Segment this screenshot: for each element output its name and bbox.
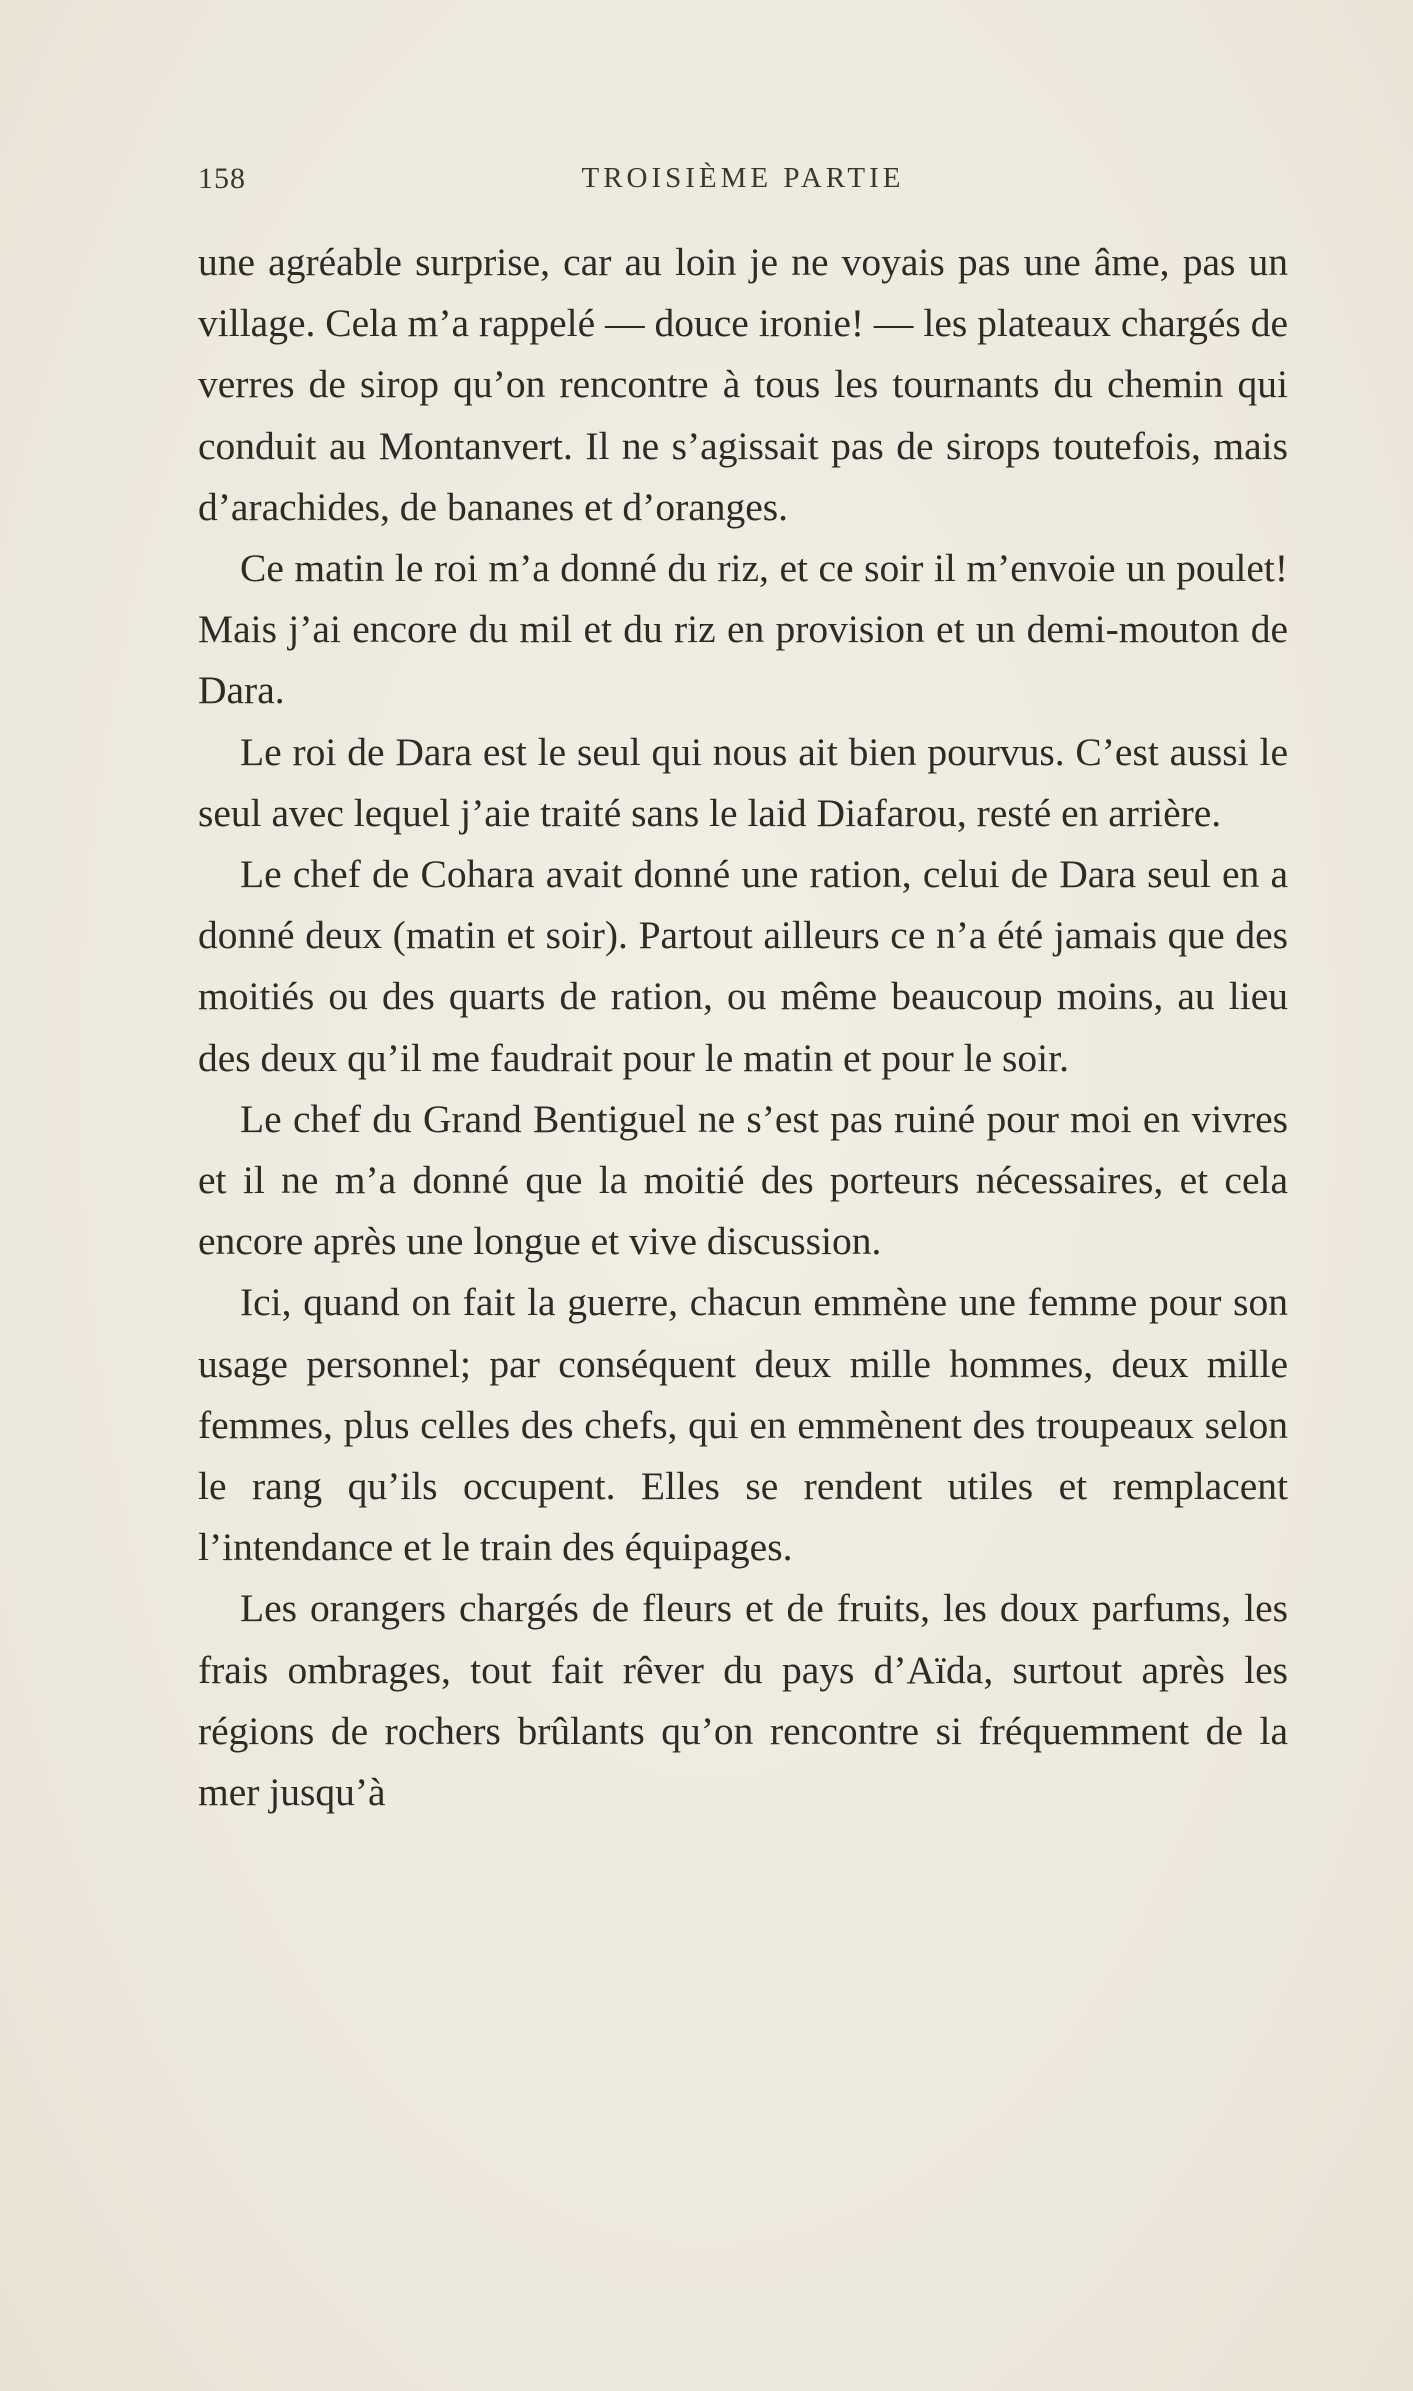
page-number: 158 (198, 162, 246, 195)
running-head (198, 162, 1288, 206)
paragraph-3: Le roi de Dara est le seul qui nous ait bien pourvus. C’est aussi le seul avec lequel j’aie traité sans le laid Diafarou, resté en arrière. (198, 729, 1288, 835)
paragraph-2: Ce matin le roi m’a donné du riz, et ce soir il m’envoie un poulet! Mais j’ai encore du mil et du riz en provision et un demi-mouton de Dara. (198, 546, 1288, 713)
paragraph-1: une agréable surprise, car au loin je ne voyais pas une âme, pas un village. Cela m’a rappelé — douce ironie! — les plateaux chargés de verres de sirop qu’on rencontre à tous les tournants du chemin qui conduit au Montanvert. Il ne s’agissait pas de sirops toutefois, mais d’arachides, de bananes et d’oranges. (198, 240, 1288, 529)
paragraph-5: Le chef du Grand Bentiguel ne s’est pas ruiné pour moi en vivres et il ne m’a donné que la moitié des porteurs nécessaires, et cela encore après une longue et vive discussion. (198, 1096, 1288, 1264)
running-title: TROISIÈME PARTIE (581, 162, 905, 194)
paragraph-6: Ici, quand on fait la guerre, chacun emmène une femme pour son usage personnel; par conséquent deux mille hommes, deux mille femmes, plus celles des chefs, qui en emmènent des troupeaux selon le rang qu’ils occupent. Elles se rendent utiles et remplacent l’intendance et le train des équipages. (198, 1280, 1288, 1570)
body-text (198, 232, 1288, 1823)
paragraph-4: Le chef de Cohara avait donné une ration, celui de Dara seul en a donné deux (matin et soir). Partout ailleurs ce n’a été jamais que des moitiés ou des quarts de ration, ou même beaucoup moins, au lieu des deux qu’il me faudrait pour le matin et pour le soir. (198, 852, 1288, 1080)
paragraph-7: Les orangers chargés de fleurs et de fruits, les doux parfums, les frais ombrages, tout fait rêver du pays d’Aïda, surtout après les régions de rochers brûlants qu’on rencontre si fréquemment de la mer jusqu’à (198, 1586, 1288, 1815)
